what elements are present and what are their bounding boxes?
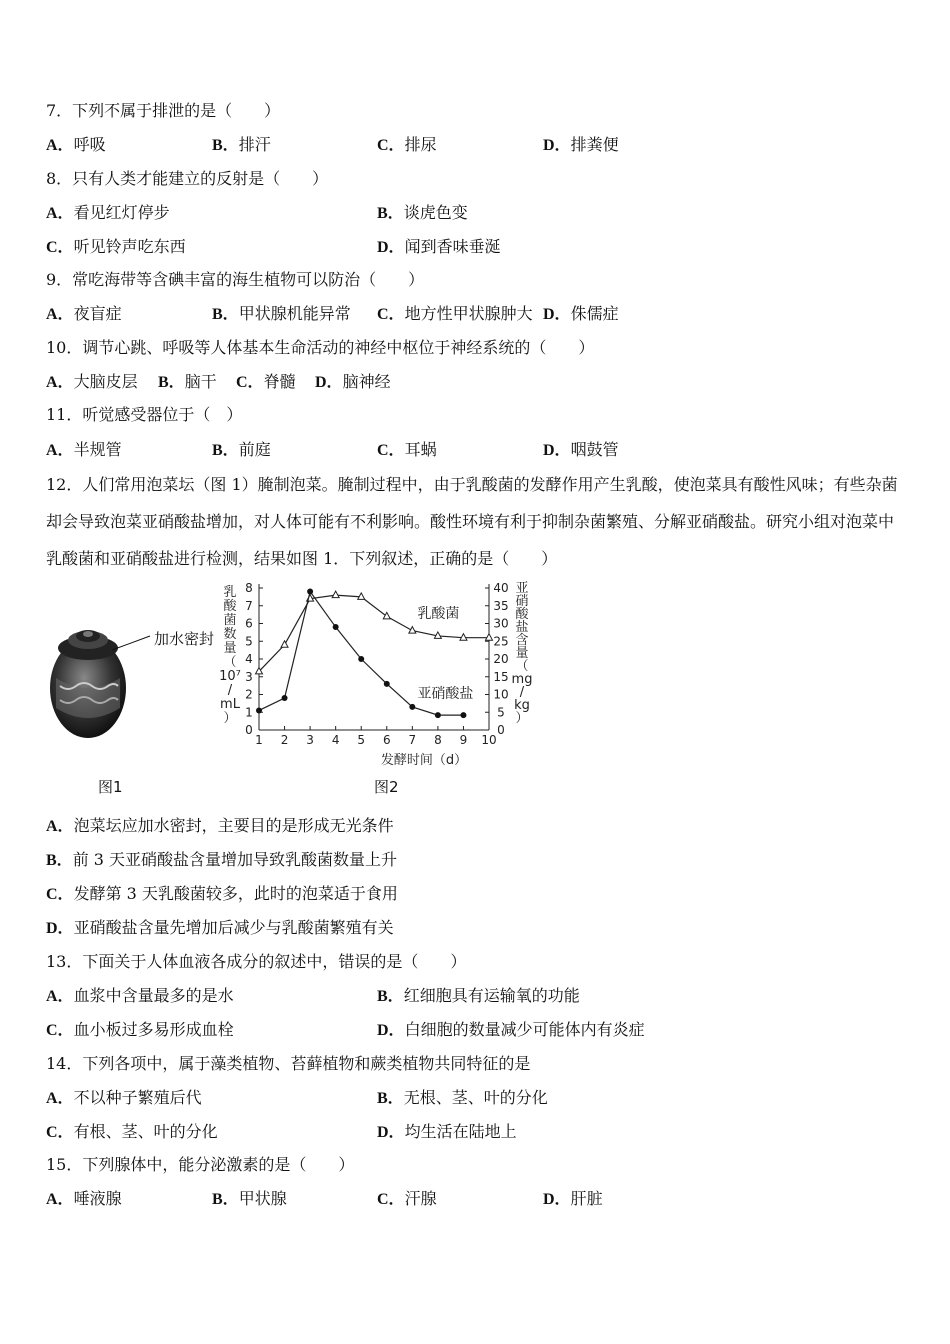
- right-axis-title-char: 酸: [515, 607, 529, 622]
- left-tick-label: 8: [245, 581, 253, 595]
- q15-option-a[interactable]: A．唾液腺: [46, 1189, 122, 1208]
- left-tick-label: 4: [245, 652, 253, 666]
- q15-stem: 15．下列腺体中，能分泌激素的是（ ）: [46, 1155, 355, 1174]
- fermentation-chart: [216, 578, 536, 774]
- q15-option-b[interactable]: B．甲状腺: [212, 1189, 287, 1208]
- left-axis-title-char: /: [227, 683, 233, 698]
- q12-stem: 12．人们常用泡菜坛（图 1）腌制泡菜。腌制过程中，由于乳酸菌的发酵作用产生乳酸，使泡菜具有酸性风味；有些杂菌却会导致泡菜亚硝酸盐增加，对人体可能有不利影响。酸性环境有利于抑制杂菌繁殖、分解亚硝酸盐。研究小组对泡菜中乳酸菌和亚硝酸盐进行检测，结果如图 1．下列叙述，正确的是（ ）: [46, 475, 898, 568]
- left-axis-title-char: ）: [223, 711, 237, 726]
- nitrite-point: [307, 589, 313, 595]
- nitrite-point: [409, 704, 415, 710]
- jar-label: 加水密封: [154, 630, 215, 648]
- right-tick-label: 15: [493, 669, 509, 684]
- q9-stem: 9．常吃海带等含碘丰富的海生植物可以防治（ ）: [46, 270, 425, 289]
- nitrite-series-label: 亚硝酸盐: [417, 686, 474, 703]
- right-tick-label: 25: [493, 634, 509, 649]
- q14-option-a[interactable]: A．不以种子繁殖后代: [46, 1088, 202, 1107]
- right-axis-title-char: 含: [515, 633, 529, 648]
- left-axis-title-char: 数: [223, 627, 237, 642]
- q7-option-a[interactable]: A．呼吸: [46, 135, 106, 154]
- right-axis-title-char: 硝: [515, 594, 529, 609]
- q8-option-a[interactable]: A．看见红灯停步: [46, 203, 170, 222]
- q14-option-b[interactable]: B．无根、茎、叶的分化: [377, 1088, 548, 1107]
- q13-option-d[interactable]: D．白细胞的数量减少可能体内有炎症: [377, 1020, 645, 1039]
- q10-stem: 10．调节心跳、呼吸等人体基本生命活动的神经中枢位于神经系统的（ ）: [46, 338, 595, 357]
- nitrite-point: [282, 695, 288, 701]
- figure-2-label: 图2: [374, 778, 399, 796]
- q7-stem: 7．下列不属于排泄的是（ ）: [46, 101, 281, 120]
- q7-option-b[interactable]: B．排汗: [212, 135, 271, 154]
- q11-option-a[interactable]: A．半规管: [46, 440, 122, 459]
- right-tick-label: 30: [493, 616, 509, 631]
- q10-option-c[interactable]: C．脊髓: [236, 372, 296, 391]
- figure-1-label: 图1: [98, 778, 123, 796]
- right-axis-title-char: 量: [515, 646, 529, 661]
- q9-option-b[interactable]: B．甲状腺机能异常: [212, 304, 351, 323]
- right-tick-label: 5: [497, 705, 505, 720]
- right-axis-title-char: （: [515, 659, 529, 674]
- left-tick-label: 7: [245, 598, 253, 613]
- x-tick-label: 9: [459, 733, 468, 747]
- nitrite-point: [384, 681, 390, 687]
- q11-stem: 11．听觉感受器位于（ ）: [46, 405, 243, 424]
- left-axis-title-char: 10⁷: [219, 669, 241, 684]
- left-tick-label: 2: [245, 687, 253, 702]
- q7-option-d[interactable]: D．排粪便: [543, 135, 619, 154]
- right-axis-title-char: 亚: [515, 581, 529, 596]
- right-tick-label: 20: [493, 652, 509, 666]
- right-axis-title-char: ）: [515, 711, 529, 726]
- left-tick-label: 5: [245, 634, 253, 649]
- lactobacillus-point: [486, 634, 493, 641]
- left-tick-label: 6: [245, 616, 253, 631]
- nitrite-point: [358, 656, 364, 662]
- q14-option-d[interactable]: D．均生活在陆地上: [377, 1122, 517, 1141]
- x-tick-label: 1: [255, 733, 263, 747]
- q8-option-b[interactable]: B．谈虎色变: [377, 203, 468, 222]
- q10-option-a[interactable]: A．大脑皮层: [46, 372, 138, 391]
- q13-option-b[interactable]: B．红细胞具有运输氧的功能: [377, 986, 580, 1005]
- q10-option-d[interactable]: D．脑神经: [315, 372, 391, 391]
- q11-option-b[interactable]: B．前庭: [212, 440, 271, 459]
- q13-stem: 13．下面关于人体血液各成分的叙述中，错误的是（ ）: [46, 952, 467, 971]
- nitrite-point: [256, 707, 262, 713]
- x-tick-label: 7: [408, 733, 417, 747]
- left-axis-title-char: 乳: [223, 585, 237, 600]
- left-axis-title-char: 菌: [223, 613, 237, 628]
- q12-option-b[interactable]: B．前 3 天亚硝酸盐含量增加导致乳酸菌数量上升: [46, 850, 398, 869]
- right-tick-label: 0: [497, 723, 505, 737]
- x-tick-label: 4: [331, 733, 340, 747]
- left-axis-title-char: 酸: [223, 599, 237, 614]
- right-tick-label: 35: [493, 598, 509, 613]
- x-tick-label: 8: [434, 733, 442, 747]
- q8-option-d[interactable]: D．闻到香味垂涎: [377, 237, 501, 256]
- q7-option-c[interactable]: C．排尿: [377, 135, 437, 154]
- q8-option-c[interactable]: C．听见铃声吃东西: [46, 237, 186, 256]
- nitrite-point: [460, 712, 466, 718]
- left-tick-label: 1: [245, 705, 253, 720]
- q9-option-a[interactable]: A．夜盲症: [46, 304, 122, 323]
- q13-option-a[interactable]: A．血浆中含量最多的是水: [46, 986, 234, 1005]
- left-axis-title-char: （: [223, 655, 237, 670]
- x-tick-label: 5: [357, 733, 366, 747]
- q11-option-d[interactable]: D．咽鼓管: [543, 440, 619, 459]
- x-tick-label: 10: [481, 733, 497, 747]
- lactobacillus-point: [281, 641, 288, 648]
- nitrite-point: [333, 624, 339, 630]
- x-axis-title: 发酵时间（d）: [380, 753, 468, 768]
- right-axis-title-char: kg: [514, 698, 530, 713]
- right-tick-label: 10: [493, 687, 509, 702]
- q15-option-c[interactable]: C．汗腺: [377, 1189, 437, 1208]
- right-axis-title-char: 盐: [515, 620, 529, 635]
- left-axis-title-char: mL: [220, 697, 240, 712]
- q9-option-d[interactable]: D．侏儒症: [543, 304, 619, 323]
- q9-option-c[interactable]: C．地方性甲状腺肿大: [377, 304, 533, 323]
- q11-option-c[interactable]: C．耳蜗: [377, 440, 437, 459]
- q13-option-c[interactable]: C．血小板过多易形成血栓: [46, 1020, 234, 1039]
- q12-option-c[interactable]: C．发酵第 3 天乳酸菌较多，此时的泡菜适于食用: [46, 884, 398, 903]
- x-tick-label: 2: [280, 733, 289, 747]
- left-axis-title-char: 量: [223, 641, 237, 656]
- q14-option-c[interactable]: C．有根、茎、叶的分化: [46, 1122, 218, 1141]
- lactobacillus-point: [332, 591, 339, 598]
- q10-option-b[interactable]: B．脑干: [158, 372, 217, 391]
- left-tick-label: 0: [245, 723, 253, 737]
- q12-option-a[interactable]: A．泡菜坛应加水密封，主要目的是形成无光条件: [46, 816, 394, 835]
- lactobacillus-series-label: 乳酸菌: [417, 606, 460, 623]
- nitrite-point: [435, 712, 441, 718]
- left-tick-label: 3: [245, 669, 253, 684]
- x-tick-label: 6: [382, 733, 391, 747]
- q15-option-d[interactable]: D．肝脏: [543, 1189, 603, 1208]
- lactobacillus-point: [383, 612, 390, 619]
- q8-stem: 8．只有人类才能建立的反射是（ ）: [46, 169, 329, 188]
- q12-option-d[interactable]: D．亚硝酸盐含量先增加后减少与乳酸菌繁殖有关: [46, 918, 394, 937]
- right-tick-label: 40: [493, 581, 509, 595]
- x-tick-label: 3: [306, 733, 314, 747]
- q14-stem: 14．下列各项中，属于藻类植物、苔藓植物和蕨类植物共同特征的是: [46, 1054, 531, 1073]
- q12-figure: [46, 578, 546, 806]
- right-axis-title-char: /: [519, 685, 525, 700]
- right-axis-title-char: mg: [511, 672, 533, 687]
